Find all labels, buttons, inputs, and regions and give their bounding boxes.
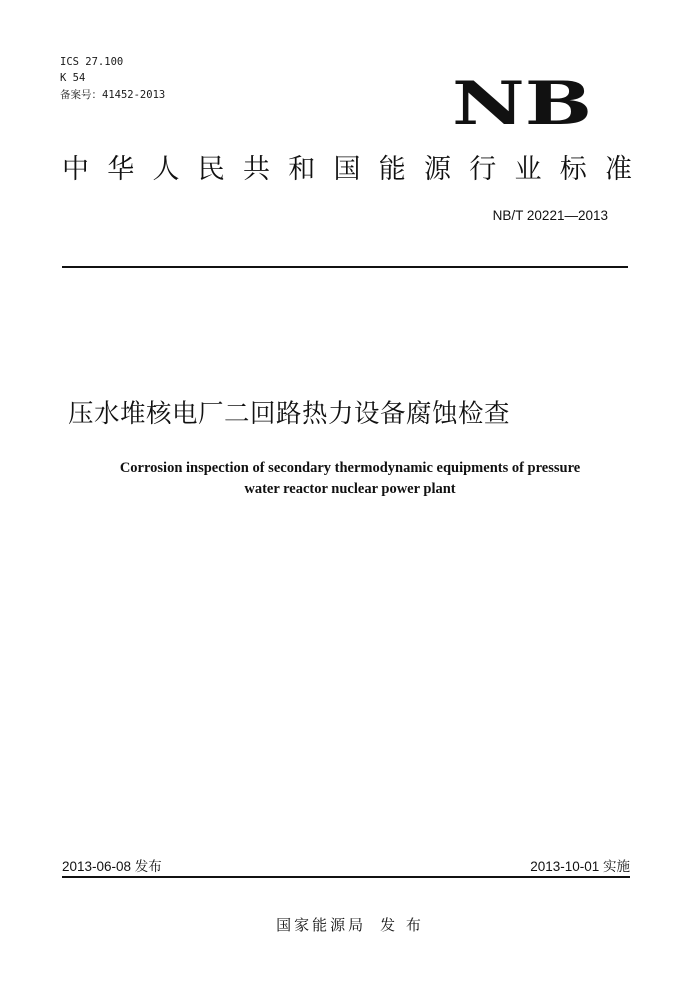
title-chinese: 压水堆核电厂二回路热力设备腐蚀检查 [68,399,511,429]
filing-number: 备案号：41452-2013 [60,89,166,101]
ics-code: ICS 27.100 [60,56,124,68]
issuing-body-heading-char: 国 [333,154,361,185]
issuing-body-heading-char: 人 [152,154,180,185]
nb-logo [452,78,594,130]
issuing-body-heading-char: 行 [469,154,497,185]
title-english [40,458,660,500]
issuing-body-heading-char: 准 [605,154,632,185]
issuing-body-heading [62,152,632,188]
issuing-body-heading-char: 源 [424,154,451,185]
title-english-line-1: Corrosion inspection of secondary thermodynamic equipments of pressure [119,460,581,476]
issuer-name: 国家能源局 [276,916,367,934]
implementation-date: 2013-10-01 实施 [530,859,630,874]
issuing-body-heading-char: 和 [288,154,316,185]
issuing-body-heading-char: 中 [62,154,89,185]
issuer-line [0,914,700,935]
title-english-line-2: water reactor nuclear power plant [244,481,456,497]
issuing-body-heading-char: 能 [378,154,406,185]
nb-logo-text: NB [452,78,592,130]
header-divider [62,266,628,268]
issuing-body-heading-char: 共 [243,154,270,185]
issuer-action: 发 布 [380,916,424,934]
ccs-code: K 54 [60,72,86,84]
standard-number: NB/T 20221—2013 [492,208,608,223]
issue-date: 2013-06-08 发布 [62,859,162,874]
issuing-body-heading-char: 民 [197,154,225,185]
issuing-body-heading-char: 业 [514,154,542,185]
footer-divider [62,876,630,878]
issuing-body-heading-char: 华 [107,154,135,185]
issuing-body-heading-char: 标 [559,154,587,185]
